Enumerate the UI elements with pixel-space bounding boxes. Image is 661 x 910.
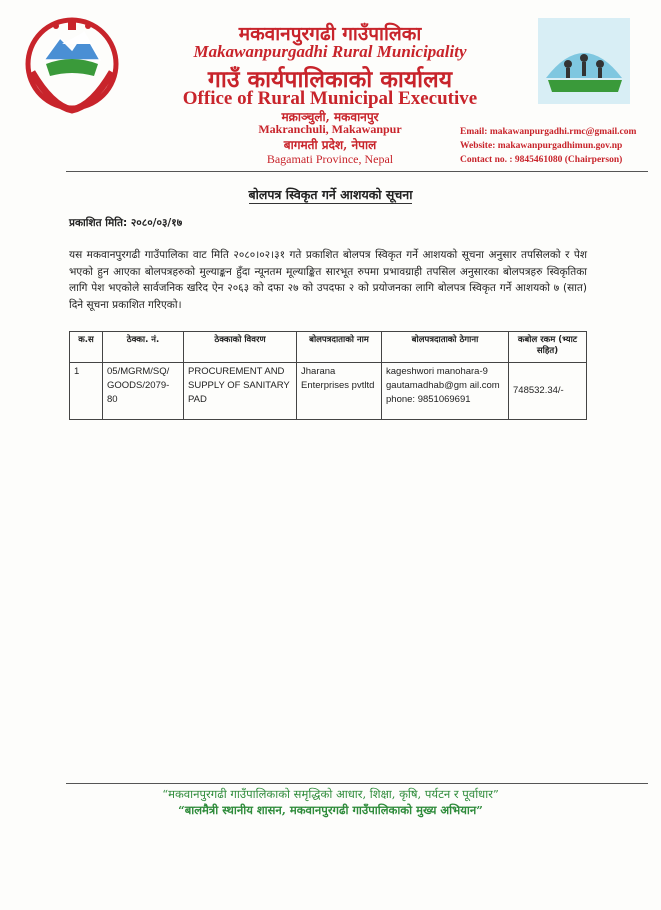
table-header-row xyxy=(70,332,587,363)
contact-email: Email: makawanpurgadhi.rmc@gmail.com xyxy=(460,127,637,137)
cell-description: PROCUREMENT AND SUPPLY OF SANITARY PAD xyxy=(184,363,297,420)
col-bidder-name: बोलपत्रदाताको नाम xyxy=(297,332,382,363)
municipality-children-logo xyxy=(538,18,630,104)
phone-line: phone: 9851069691 xyxy=(386,394,471,405)
contact-phone: Contact no. : 9845461080 (Chairperson) xyxy=(460,155,623,165)
footer-slogan-2: “बालमैत्री स्थानीय शासन, मकवानपुरगढी गाउँपालिकाको मुख्य अभियान” xyxy=(178,803,483,817)
email-line: gautamadhab@gm ail.com xyxy=(386,380,500,391)
address-english: Makranchuli, Makawanpur xyxy=(258,122,402,136)
office-name-nepali: गाउँ कार्यपालिकाको कार्यालय xyxy=(207,66,453,93)
bid-table xyxy=(69,331,587,420)
col-contract-no: ठेक्का. नं. xyxy=(103,332,184,363)
cell-bidder-name: Jharana Enterprises pvtltd xyxy=(297,363,382,420)
office-name-english: Office of Rural Municipal Executive xyxy=(182,88,478,109)
notice-body: यस मकवानपुरगढी गाउँपालिका वाट मिति २०८०।०२।३१ गते प्रकाशित बोलपत्र स्विकृत गर्ने आशयको सूचना अनुसार तपसिलको र पेश भएको हुन आएका बोलपत्रहरुको मुल्याङ्कन हुँदा न्यूनतम मूल्याङ्कित सारभूत रुपमा प्रभावग्राही तपसिल अनुसारका बोलपत्रहरु स्विकृतिका लागि पेश भएकोले सार्वजनिक खरिद ऐन २०६३ को दफा २७ को उपदफा २ को प्रयोजनका लागि बोलपत्र स्विकृत गर्ने आशयको ७ (सात) दिने सूचना प्रकाशित गरिएको। xyxy=(69,249,587,311)
cell-bidder-address xyxy=(382,363,509,420)
municipality-name-english: Makawanpurgadhi Rural Municipality xyxy=(193,42,467,61)
col-description: ठेक्काको विवरण xyxy=(184,332,297,363)
footer-slogan-1: “मकवानपुरगढी गाउँपालिकाको समृद्धिको आधार, शिक्षा, कृषि, पर्यटन र पूर्वाधार” xyxy=(162,787,499,801)
cell-contract-no: 05/MGRM/SQ/ GOODS/2079-80 xyxy=(103,363,184,420)
published-date: प्रकाशित मिति: २०८०/०३/१७ xyxy=(69,217,183,229)
cell-sn: 1 xyxy=(70,363,103,420)
footer-divider xyxy=(66,783,648,784)
province-nepali: बागमती प्रदेश, नेपाल xyxy=(283,138,377,152)
contact-website: Website: makawanpurgadhimun.gov.np xyxy=(460,141,623,151)
address-line: kageshwori manohara-9 xyxy=(386,366,488,377)
header-divider xyxy=(66,171,648,172)
nepal-emblem-logo xyxy=(22,14,122,114)
notice-title: बोलपत्र स्विकृत गर्ने आशयको सूचना xyxy=(248,187,413,202)
col-amount: कबोल रकम (भ्याट सहित) xyxy=(509,332,587,363)
cell-amount: 748532.34/- xyxy=(509,363,587,420)
province-english: Bagamati Province, Nepal xyxy=(266,152,394,166)
col-bidder-address: बोलपत्रदाताको ठेगाना xyxy=(382,332,509,363)
col-sn: क.स xyxy=(70,332,103,363)
address-nepali: मक्राञ्चुली, मकवानपुर xyxy=(281,110,379,124)
municipality-name-nepali: मकवानपुरगढी गाउँपालिका xyxy=(238,23,422,45)
table-row xyxy=(70,363,587,420)
